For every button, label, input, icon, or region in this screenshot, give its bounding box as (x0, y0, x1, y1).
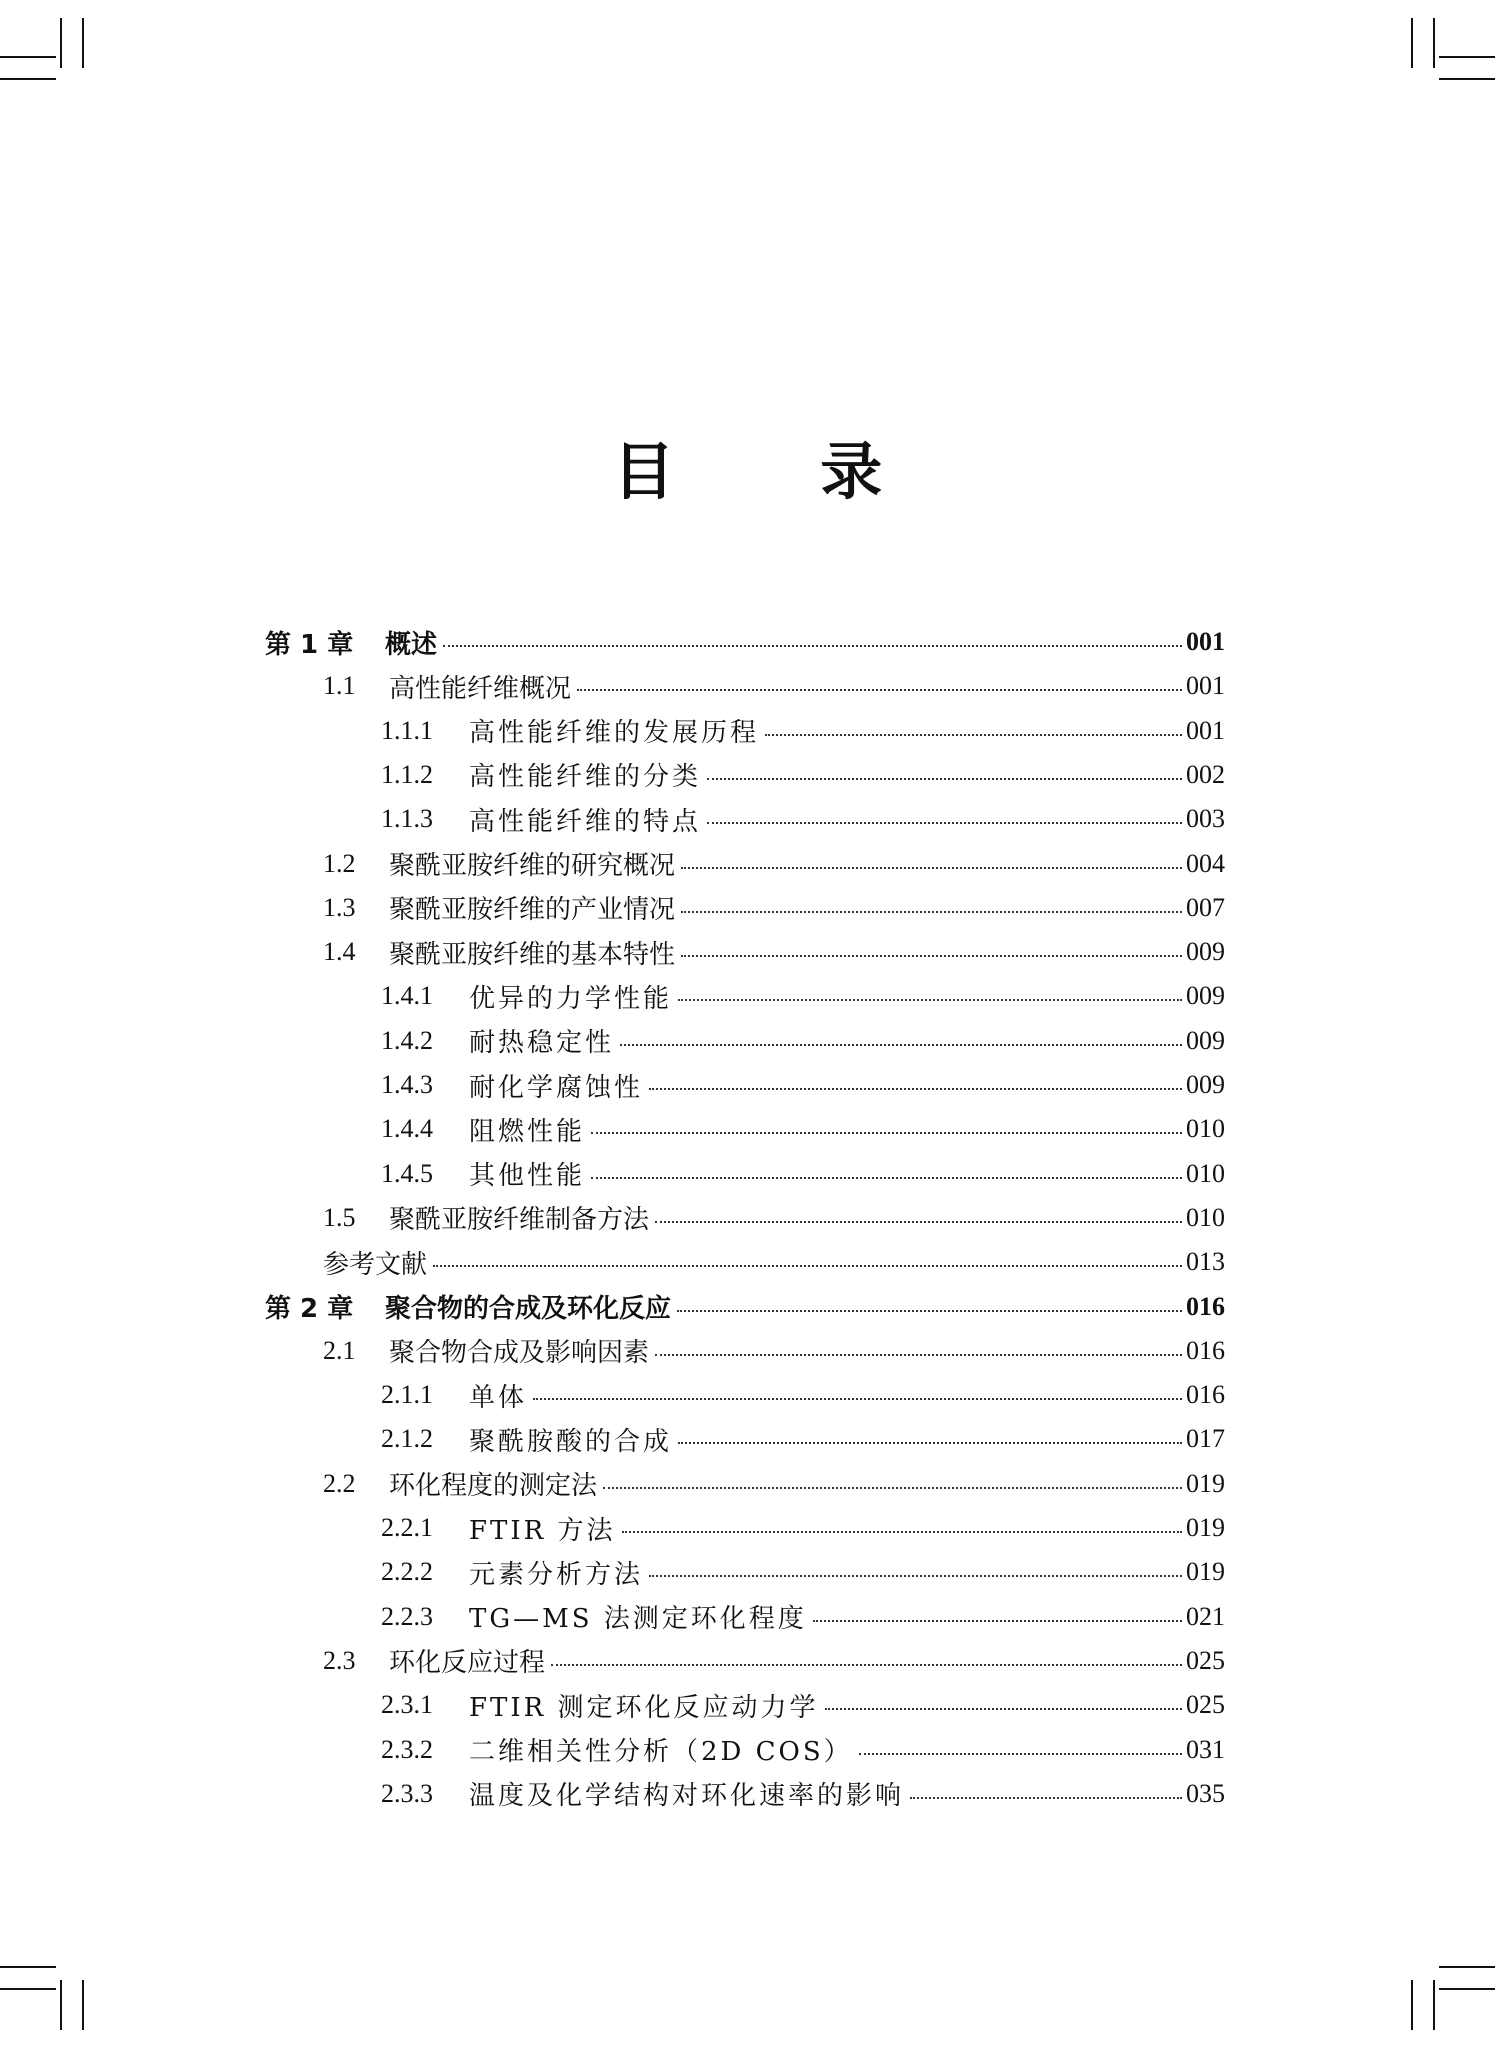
toc-entry-number: 2.2.3 (381, 1601, 433, 1631)
toc-entry-page-number: 019 (1186, 1468, 1225, 1498)
toc-entry[interactable] (265, 620, 1225, 664)
toc-entry-number: 1.1.2 (381, 759, 433, 789)
toc-entry-title: 聚酰亚胺纤维的基本特性 (389, 939, 676, 970)
toc-entry[interactable] (323, 1196, 1225, 1240)
dot-leader (678, 1442, 1182, 1444)
toc-entry-page-number: 009 (1186, 1025, 1225, 1055)
toc-entry-number: 2.1.2 (381, 1424, 433, 1454)
toc-entry-page-number: 021 (1186, 1601, 1225, 1631)
toc-entry-number: 2.1 (323, 1335, 356, 1365)
toc-entry-page-number: 035 (1186, 1778, 1225, 1808)
toc-entry-number: 第 1 章 (265, 629, 354, 660)
toc-entry-title: 优异的力学性能 (469, 983, 673, 1014)
dot-leader (707, 822, 1182, 824)
toc-entry-title: 高性能纤维的分类 (469, 762, 702, 793)
toc-entry-number: 1.4.1 (381, 981, 433, 1011)
dot-leader (443, 645, 1182, 647)
toc-entry-number: 2.2 (323, 1468, 356, 1498)
crop-mark (1433, 1980, 1435, 2030)
toc-entry[interactable] (381, 797, 1225, 841)
toc-entry-page-number: 002 (1186, 759, 1225, 789)
toc-entry-page-number: 009 (1186, 1070, 1225, 1099)
toc-entry-page-number: 016 (1186, 1291, 1225, 1321)
toc-entry-page-number: 025 (1186, 1645, 1225, 1675)
toc-entry-page-number: 003 (1186, 804, 1225, 834)
toc-entry-number: 2.2.1 (381, 1513, 433, 1542)
toc-entry-title: 聚酰亚胺纤维的研究概况 (389, 851, 676, 881)
dot-leader (591, 1177, 1182, 1179)
toc-entry-page-number: 013 (1186, 1247, 1225, 1277)
toc-entry-title: 高性能纤维的特点 (469, 806, 702, 837)
toc-entry-title: 聚酰亚胺纤维的产业情况 (389, 895, 676, 926)
dot-leader (591, 1132, 1182, 1134)
crop-mark (60, 1980, 62, 2030)
toc-entry-number: 1.1.1 (381, 715, 433, 745)
toc-entry-title: 参考文献 (323, 1249, 428, 1280)
toc-entry-page-number: 019 (1186, 1557, 1225, 1587)
toc-entry-number: 2.2.2 (381, 1557, 433, 1587)
toc-entry-title: 环化程度的测定法 (389, 1471, 598, 1502)
toc-entry-page-number: 001 (1186, 715, 1225, 745)
dot-leader (577, 689, 1182, 691)
dot-leader (622, 1531, 1183, 1533)
toc-entry[interactable] (381, 709, 1225, 753)
crop-mark (1439, 56, 1495, 58)
toc-entry[interactable] (381, 1063, 1225, 1107)
dot-leader (649, 1575, 1182, 1577)
dot-leader (859, 1753, 1182, 1755)
toc-entry[interactable] (381, 1683, 1225, 1727)
toc-entry-title: 温度及化学结构对环化速率的影响 (469, 1781, 905, 1812)
toc-entry-number: 2.1.1 (381, 1380, 433, 1410)
dot-leader (681, 955, 1182, 957)
dot-leader (813, 1620, 1182, 1622)
toc-entry[interactable] (381, 1152, 1225, 1196)
toc-entry-number: 2.3 (323, 1645, 356, 1675)
dot-leader (620, 1044, 1182, 1046)
toc-entry-page-number: 010 (1186, 1202, 1225, 1232)
toc-entry-title: 元素分析方法 (469, 1559, 644, 1590)
toc-entry[interactable] (323, 1329, 1225, 1373)
toc-entry-number: 1.2 (323, 848, 356, 878)
toc-entry-title: 阻燃性能 (469, 1116, 586, 1147)
toc-entry-title: 聚酰胺酸的合成 (469, 1426, 673, 1457)
crop-mark (0, 56, 56, 58)
toc-entry-title: FTIR 方法 (469, 1515, 616, 1546)
dot-leader (681, 867, 1182, 869)
dot-leader (825, 1708, 1183, 1710)
toc-entry[interactable] (323, 886, 1225, 930)
toc-entry-title: 耐化学腐蚀性 (469, 1072, 644, 1103)
toc-entry-title: 概述 (385, 629, 438, 660)
dot-leader (677, 1310, 1182, 1312)
toc-entry-number: 1.4.2 (381, 1025, 433, 1055)
page-title: 目 录 (612, 435, 945, 508)
toc-entry-number: 1.1.3 (381, 804, 433, 834)
toc-entry-page-number: 004 (1186, 848, 1225, 878)
toc-entry[interactable] (323, 664, 1225, 708)
dot-leader (765, 734, 1182, 736)
toc-entry-page-number: 010 (1186, 1158, 1225, 1188)
toc-entry-number: 2.3.1 (381, 1690, 433, 1720)
toc-entry-title: 单体 (469, 1382, 528, 1413)
toc-entry-number: 1.3 (323, 892, 356, 922)
dot-leader (533, 1398, 1182, 1400)
dot-leader (910, 1797, 1182, 1799)
crop-mark (1433, 18, 1435, 68)
toc-entry-page-number: 009 (1186, 937, 1225, 967)
crop-mark (1439, 1966, 1495, 1968)
toc-entry-number: 2.3.3 (381, 1778, 433, 1808)
toc-entry-number: 1.4.4 (381, 1114, 433, 1144)
dot-leader (551, 1664, 1182, 1666)
crop-mark (0, 1966, 56, 1968)
toc-entry-title: 聚酰亚胺纤维制备方法 (389, 1205, 650, 1236)
toc-entry[interactable] (381, 974, 1225, 1018)
dot-leader (649, 1088, 1182, 1090)
toc-entry-number: 2.3.2 (381, 1734, 433, 1764)
toc-entry[interactable] (323, 1462, 1225, 1506)
toc-entry-number: 1.4 (323, 937, 356, 967)
toc-entry[interactable] (265, 1285, 1225, 1329)
dot-leader (655, 1221, 1182, 1223)
crop-mark (1411, 18, 1413, 68)
toc-entry-page-number: 016 (1186, 1380, 1225, 1410)
dot-leader (655, 1354, 1182, 1356)
toc-entry[interactable] (381, 1417, 1225, 1461)
toc-entry[interactable] (381, 1728, 1225, 1772)
toc-entry-title: TG—MS 法测定环化程度 (469, 1604, 807, 1635)
toc-entry-title: 二维相关性分析（2D COS） (469, 1737, 853, 1767)
toc-entry-number: 1.5 (323, 1202, 356, 1232)
toc-entry[interactable] (381, 1550, 1225, 1594)
crop-mark (1439, 1988, 1495, 1990)
dot-leader (433, 1265, 1182, 1267)
toc-entry-title: 耐热稳定性 (469, 1028, 615, 1059)
toc-entry[interactable] (381, 1373, 1225, 1417)
crop-mark (60, 18, 62, 68)
toc-entry[interactable] (381, 753, 1225, 797)
crop-mark (1411, 1980, 1413, 2030)
toc-entry-title: 聚合物的合成及环化反应 (385, 1294, 672, 1324)
toc-entry-title: 环化反应过程 (389, 1648, 546, 1679)
toc-entry-number: 1.1 (323, 671, 356, 701)
toc-entry-page-number: 025 (1186, 1690, 1225, 1720)
toc-entry[interactable] (323, 1240, 1225, 1284)
toc-entry-title: 高性能纤维概况 (389, 673, 572, 704)
toc-entry-page-number: 009 (1186, 981, 1225, 1011)
dot-leader (707, 778, 1182, 780)
toc-entry[interactable] (323, 1639, 1225, 1683)
dot-leader (681, 911, 1182, 913)
crop-mark (1439, 78, 1495, 80)
toc-entry-page-number: 001 (1186, 627, 1225, 656)
dot-leader (678, 999, 1182, 1001)
crop-mark (82, 18, 84, 68)
toc-entry[interactable] (381, 1506, 1225, 1550)
toc-entry-number: 1.4.5 (381, 1158, 433, 1188)
toc-entry-page-number: 019 (1186, 1513, 1225, 1542)
toc-entry-title: FTIR 测定环化反应动力学 (469, 1692, 819, 1723)
toc-entry-page-number: 017 (1186, 1424, 1225, 1454)
toc-entry-page-number: 031 (1186, 1734, 1225, 1764)
toc-entry[interactable] (381, 1772, 1225, 1816)
toc-entry-page-number: 007 (1186, 892, 1225, 922)
toc-entry-title: 其他性能 (469, 1161, 586, 1192)
toc-entry-title: 高性能纤维的发展历程 (469, 718, 760, 749)
toc-entry-page-number: 010 (1186, 1114, 1225, 1144)
crop-mark (0, 78, 56, 80)
crop-mark (0, 1988, 56, 1990)
toc-entry[interactable] (381, 1019, 1225, 1063)
toc-entry-page-number: 016 (1186, 1335, 1225, 1365)
toc-entry-title: 聚合物合成及影响因素 (389, 1338, 650, 1369)
toc-entry-number: 1.4.3 (381, 1070, 433, 1099)
toc-entry[interactable] (381, 1595, 1225, 1639)
toc-entry[interactable] (323, 930, 1225, 974)
dot-leader (603, 1487, 1182, 1489)
toc-entry-number: 第 2 章 (265, 1294, 354, 1324)
crop-mark (82, 1980, 84, 2030)
toc-entry[interactable] (381, 1107, 1225, 1151)
toc-entry-page-number: 001 (1186, 671, 1225, 701)
toc-entry[interactable] (323, 842, 1225, 886)
